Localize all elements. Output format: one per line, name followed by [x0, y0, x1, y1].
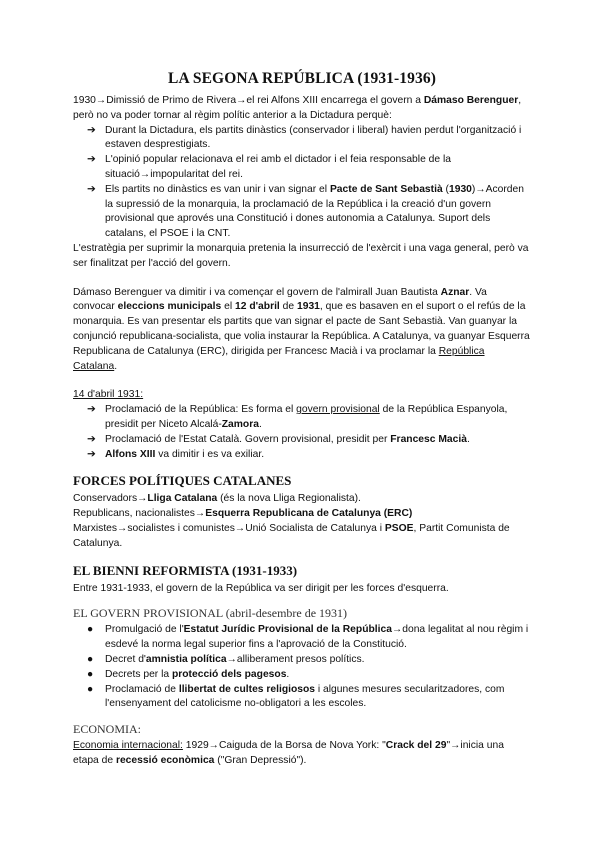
- dot-bullet-icon: ●: [87, 653, 94, 665]
- forces-line-republicans: Republicans, nacionalistes→Esquerra Republicana de Catalunya (ERC): [73, 508, 413, 520]
- arrow-bullet-icon: ➔: [87, 404, 96, 416]
- intro-paragraph: 1930→Dimissió de Primo de Rivera→el rei Alfons XIII encarrega el govern a Dámaso Berenguer, però no va poder tornar al règim polític anterior a la Dictadura perquè:: [73, 95, 522, 121]
- arrow-bullet-icon: ➔: [87, 448, 96, 460]
- economia-heading: ECONOMIA:: [73, 722, 141, 737]
- dot-bullet-icon: ●: [87, 624, 94, 636]
- forces-line-marxistes: Marxistes→socialistes i comunistes→Unió Socialista de Catalunya i PSOE, Partit Comunista de Catalunya.: [73, 522, 510, 549]
- april-date-heading: 14 d'abril 1931:: [73, 389, 144, 401]
- list-item: ● Decret d'amnistia política→alliberament presos polítics.: [73, 653, 531, 668]
- govern-heading: EL GOVERN PROVISIONAL (abril-desembre de 1931): [73, 606, 348, 621]
- list-item: ➔ L'opinió popular relacionava el rei amb el dictador i el feia responsable de la situació→impopularitat del rei.: [87, 154, 451, 180]
- intro-closing: L'estratègia per suprimir la monarquia pretenia la insurrecció de l'exèrcit i una vaga general, però va ser finalitzat per l'acció del govern.: [73, 242, 529, 269]
- bienni-text: Entre 1931-1933, el govern de la República va ser dirigit per les forces d'esquerra.: [73, 582, 449, 594]
- berenguer-paragraph: Dámaso Berenguer va dimitir i va començar el govern de l'almirall Juan Bautista Aznar. Va convocar eleccions municipals el 12 d'abril de 1931, que es basaven en el suport o el refús de la monarquia. Es van presentar els partits que van signar el pacte de Sant Sebastià. Van guanyar la conjunció republicana-socialista, que volia instaurar la República. A Catalunya, va guanyar Esquerra Republicana de Catalunya (ERC), dirigida per Francesc Macià i va proclamar la República Catalana.: [73, 286, 530, 372]
- arrow-bullet-icon: ➔: [87, 183, 96, 195]
- document-content: [73, 70, 531, 769]
- list-item: ● Proclamació de llibertat de cultes religiosos i algunes mesures secularitzadores, com l'ensenyament del catolicisme no-obligatori a les escoles.: [87, 683, 505, 710]
- page-title: LA SEGONA REPÚBLICA (1931-1936): [168, 70, 436, 87]
- dot-bullet-icon: ●: [87, 668, 94, 680]
- april-bullet-list: [73, 403, 531, 462]
- arrow-bullet-icon: ➔: [87, 433, 96, 445]
- arrow-bullet-icon: ➔: [87, 154, 96, 166]
- intro-bullet-list: [73, 124, 531, 242]
- forces-line-conservadors: Conservadors→Lliga Catalana (és la nova Lliga Regionalista).: [73, 493, 361, 505]
- economia-text: Economia internacional: 1929→Caiguda de la Borsa de Nova York: "Crack del 29"→inicia una etapa de recessió econòmica ("Gran Depressió").: [73, 740, 504, 766]
- govern-bullet-list: [73, 623, 531, 712]
- list-item: ● Decrets per la protecció dels pagesos.: [73, 668, 531, 683]
- list-item: ➔ Els partits no dinàstics es van unir i van signar el Pacte de Sant Sebastià (1930)→Acorden la supressió de la monarquia, la proclamació de la República i la creació d'un govern provisional que aprovés una Constitució i dones autonomia a Catalunya. Suport dels catalans, el PSOE i la CNT.: [87, 183, 524, 240]
- forces-heading: FORCES POLÍTIQUES CATALANES: [73, 473, 292, 489]
- bienni-heading: EL BIENNI REFORMISTA (1931-1933): [73, 562, 298, 578]
- list-item: ➔ Proclamació de l'Estat Català. Govern provisional, presidit per Francesc Macià.: [73, 433, 531, 448]
- arrow-bullet-icon: ➔: [87, 124, 96, 136]
- list-item: ➔ Alfons XIII va dimitir i es va exiliar.: [73, 448, 531, 463]
- list-item: ● Promulgació de l'Estatut Jurídic Provisional de la República→dona legalitat al nou règim i esdevé la norma legal superior fins a l'aprovació de la Constitució.: [87, 624, 529, 651]
- list-item: ➔ Durant la Dictadura, els partits dinàstics (conservador i liberal) havien perdut l'organització i estaven desprestigiats.: [87, 124, 522, 151]
- list-item: ➔ Proclamació de la República: Es forma el govern provisional de la República Espanyola, presidit per Niceto Alcalá-Zamora.: [87, 404, 508, 430]
- dot-bullet-icon: ●: [87, 683, 94, 695]
